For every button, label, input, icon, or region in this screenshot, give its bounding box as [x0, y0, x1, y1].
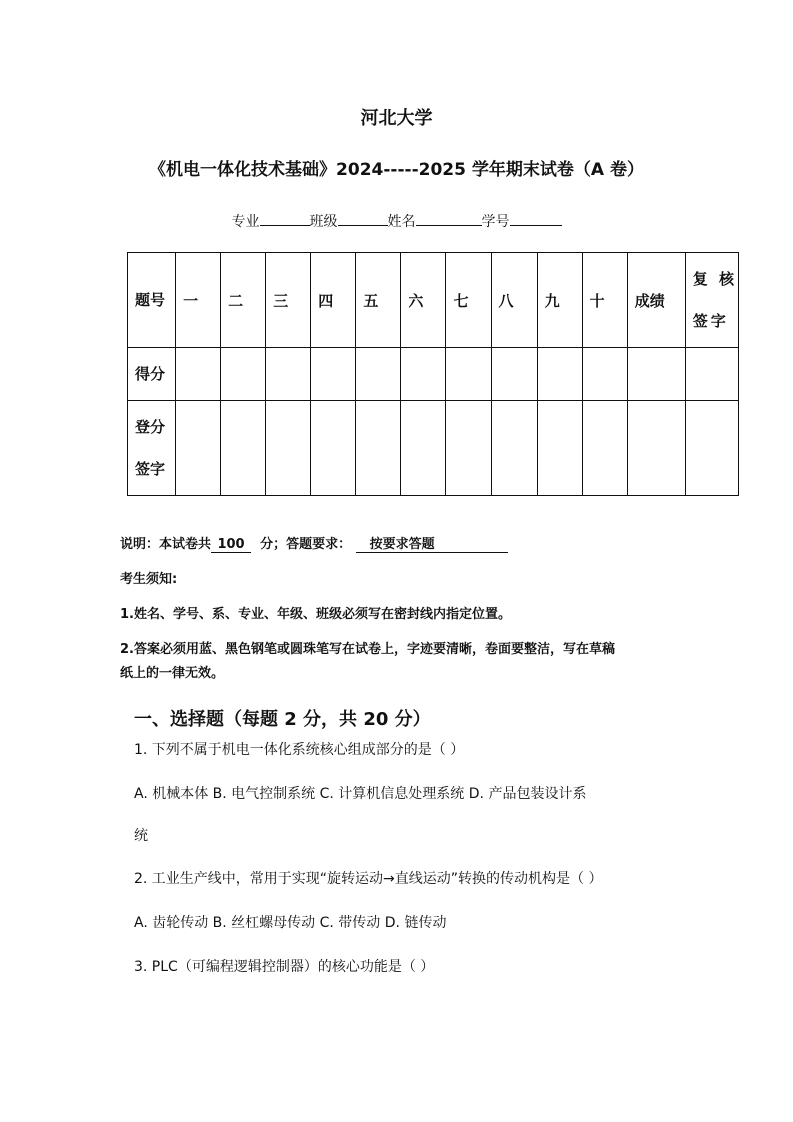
- table-row-score: [128, 348, 739, 401]
- score-cell[interactable]: [401, 348, 446, 401]
- signature-cell[interactable]: [221, 401, 266, 496]
- review-line2: 签字: [692, 312, 729, 330]
- university-name: 河北大学: [360, 108, 433, 129]
- header-cell-q7: 七: [446, 253, 491, 348]
- question-1-options-cont: 统: [134, 828, 148, 844]
- student-info-fields: [0, 211, 793, 231]
- signature-cell[interactable]: [627, 401, 685, 496]
- signature-cell[interactable]: [356, 401, 401, 496]
- field-major-blank[interactable]: [260, 211, 310, 226]
- signature-cell[interactable]: [266, 401, 311, 496]
- score-cell[interactable]: [176, 348, 221, 401]
- field-id-label: 学号: [481, 214, 510, 230]
- exam-title: 《机电一体化技术基础》2024-----2025 学年期末试卷（A 卷）: [149, 160, 644, 180]
- signature-cell[interactable]: [311, 401, 356, 496]
- score-cell[interactable]: [685, 348, 738, 401]
- score-cell[interactable]: [582, 348, 627, 401]
- score-cell[interactable]: [491, 348, 537, 401]
- question-2-options: A. 齿轮传动 B. 丝杠螺母传动 C. 带传动 D. 链传动: [134, 915, 447, 931]
- register-line2: 签字: [135, 460, 166, 478]
- review-line1: 复 核: [692, 270, 738, 288]
- question-2: 2. 工业生产线中，常用于实现“旋转运动→直线运动”转换的传动机构是（ ）: [134, 871, 603, 887]
- score-cell[interactable]: [627, 348, 685, 401]
- field-name-blank[interactable]: [416, 211, 482, 226]
- score-cell[interactable]: [537, 348, 582, 401]
- signature-cell[interactable]: [537, 401, 582, 496]
- header-cell-q10: 十: [582, 253, 627, 348]
- desc-mid: 分；答题要求：: [260, 537, 352, 552]
- notice-title: 考生须知:: [120, 572, 178, 587]
- score-cell[interactable]: [266, 348, 311, 401]
- signature-cell[interactable]: [176, 401, 221, 496]
- header-cell-question-no: 题号: [128, 253, 176, 348]
- notice-rule-1: 1.姓名、学号、系、专业、年级、班级必须写在密封线内指定位置。: [120, 607, 511, 622]
- header-cell-q9: 九: [537, 253, 582, 348]
- score-cell[interactable]: [356, 348, 401, 401]
- signature-cell[interactable]: [446, 401, 491, 496]
- header-cell-total: 成绩: [627, 253, 685, 348]
- table-row-register-signature: [128, 401, 739, 496]
- header-cell-q2: 二: [221, 253, 266, 348]
- answer-requirement: 按要求答题: [356, 533, 508, 553]
- header-cell-q5: 五: [356, 253, 401, 348]
- field-class-blank[interactable]: [338, 211, 388, 226]
- signature-cell[interactable]: [491, 401, 537, 496]
- field-id-blank[interactable]: [510, 211, 562, 226]
- row-label-score: 得分: [128, 348, 176, 401]
- exam-description: [120, 533, 508, 553]
- signature-cell[interactable]: [582, 401, 627, 496]
- question-1-options: A. 机械本体 B. 电气控制系统 C. 计算机信息处理系统 D. 产品包装设计系: [134, 786, 587, 802]
- register-line1: 登分: [135, 418, 166, 436]
- question-3: 3. PLC（可编程逻辑控制器）的核心功能是（ ）: [134, 959, 435, 975]
- signature-cell[interactable]: [685, 401, 738, 496]
- field-class-label: 班级: [309, 214, 338, 230]
- row-label-register-signature: [128, 401, 176, 496]
- score-cell[interactable]: [446, 348, 491, 401]
- total-score: 100: [211, 537, 251, 553]
- header-cell-q6: 六: [401, 253, 446, 348]
- table-row-question-numbers: [128, 253, 739, 348]
- score-cell[interactable]: [221, 348, 266, 401]
- field-name-label: 姓名: [387, 214, 416, 230]
- score-cell[interactable]: [311, 348, 356, 401]
- section-title-multiple-choice: 一、选择题（每题 2 分，共 20 分）: [134, 709, 431, 730]
- header-cell-q4: 四: [311, 253, 356, 348]
- question-1: 1. 下列不属于机电一体化系统核心组成部分的是（ ）: [134, 742, 465, 758]
- header-cell-q1: 一: [176, 253, 221, 348]
- header-cell-q8: 八: [491, 253, 537, 348]
- header-cell-q3: 三: [266, 253, 311, 348]
- signature-cell[interactable]: [401, 401, 446, 496]
- header-cell-review-signature: [685, 253, 738, 348]
- field-major-label: 专业: [231, 214, 260, 230]
- desc-prefix: 说明：本试卷共: [120, 537, 212, 552]
- notice-rule-2: 2.答案必须用蓝、黑色钢笔或圆珠笔写在试卷上，字迹要清晰，卷面要整洁，写在草稿: [120, 642, 615, 657]
- notice-rule-2-cont: 纸上的一律无效。: [120, 666, 225, 681]
- score-table: [127, 252, 739, 496]
